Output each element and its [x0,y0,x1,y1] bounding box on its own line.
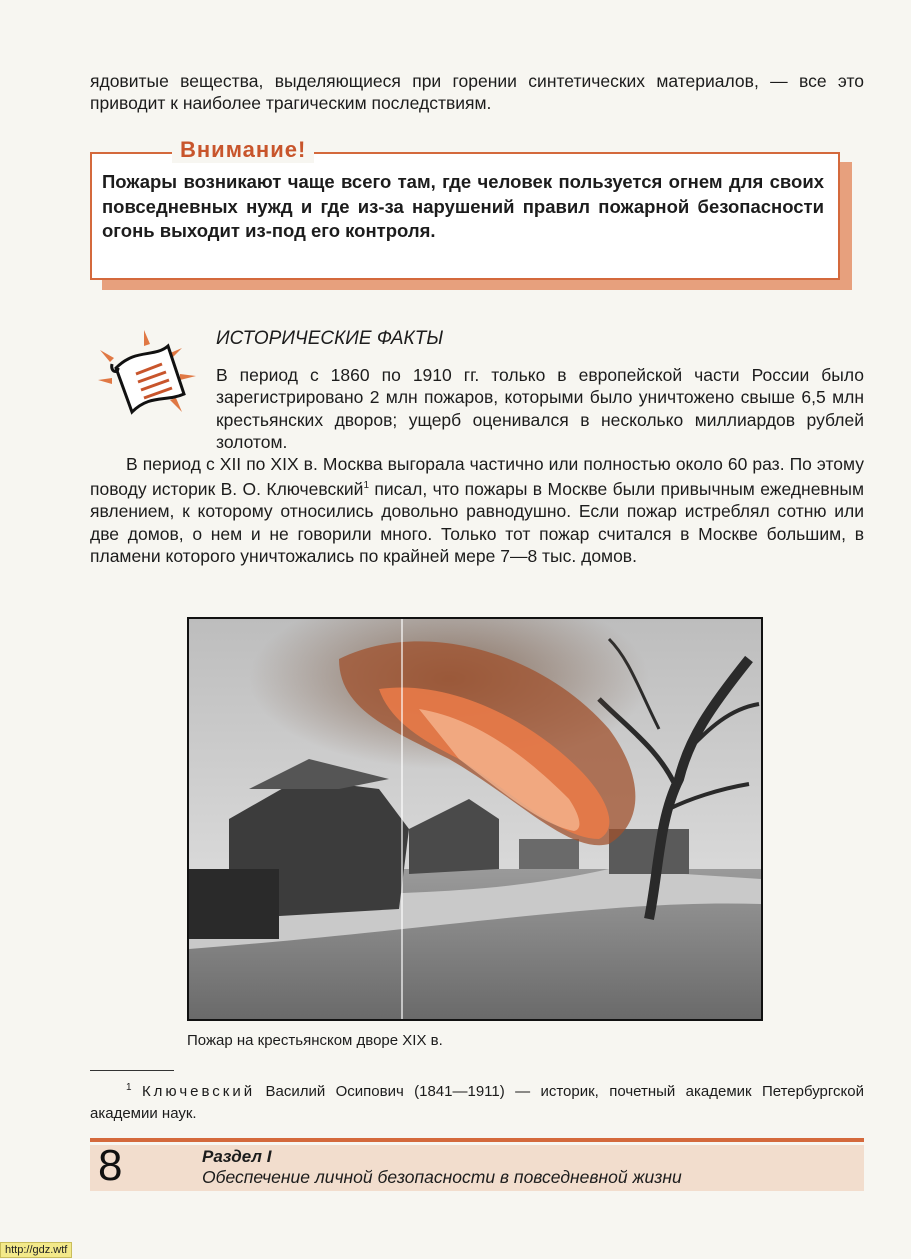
page-footer [90,1141,864,1191]
attention-box [90,137,840,280]
attention-text: Пожары возникают чаще всего там, где человек пользуется огнем для своих повседневных нужд и где из-за нарушений правил пожарной безопасности огонь выходит из-под его контроля. [102,171,824,241]
main-text-part2: писал, что пожары в Москве были привычным ежедневным явлением, к которому относились довольно равнодушно. Если пожар истреблял сотню или две домов, о нем и не говорили много. Только тот пожар считался в Москве большим, в пламени которого уничтожались по крайней мере 7—8 тыс. домов. [90,479,864,567]
history-heading: ИСТОРИЧЕСКИЕ ФАКТЫ [216,328,444,349]
history-text: В период с 1860 по 1910 гг. только в европейской части России было зарегистрировано 2 млн пожаров, которыми было уничтожено свыше 6,5 млн крестьянских дворов; ущерб оценивался в несколько миллиардов рублей золотом. [216,365,864,452]
section-label: Раздел I [202,1147,272,1166]
footnote-name: Ключевский [141,1083,256,1100]
footnote-marker: 1 [126,1082,132,1093]
footnote-reference: 1 [363,480,370,492]
illustration-caption: Пожар на крестьянском дворе XIX в. [187,1032,443,1049]
main-text-part1: В период с XII по XIX в. Москва выгорала частично или полностью около 60 раз. По этому поводу историк В. О. Ключевский [90,454,864,500]
main-paragraph [90,453,864,567]
section-title: Обеспечение личной безопасности в повседневной жизни [202,1167,682,1187]
intro-paragraph: ядовитые вещества, выделяющиеся при горении синтетических материалов, — все это приводит к наиболее трагическим последствиям. [90,71,864,114]
watermark-link[interactable]: http://gdz.wtf [0,1242,72,1258]
footer-rule [90,1138,864,1142]
footnote-divider [90,1070,174,1071]
village-fire-illustration [187,617,763,1021]
footnote [90,1077,864,1125]
attention-title: Внимание! [172,137,314,163]
scroll-icon [96,328,202,422]
footnote-text: Василий Осипович (1841—1911) — историк, почетный академик Петербургской академии наук. [90,1083,864,1122]
page-number: 8 [98,1141,123,1190]
